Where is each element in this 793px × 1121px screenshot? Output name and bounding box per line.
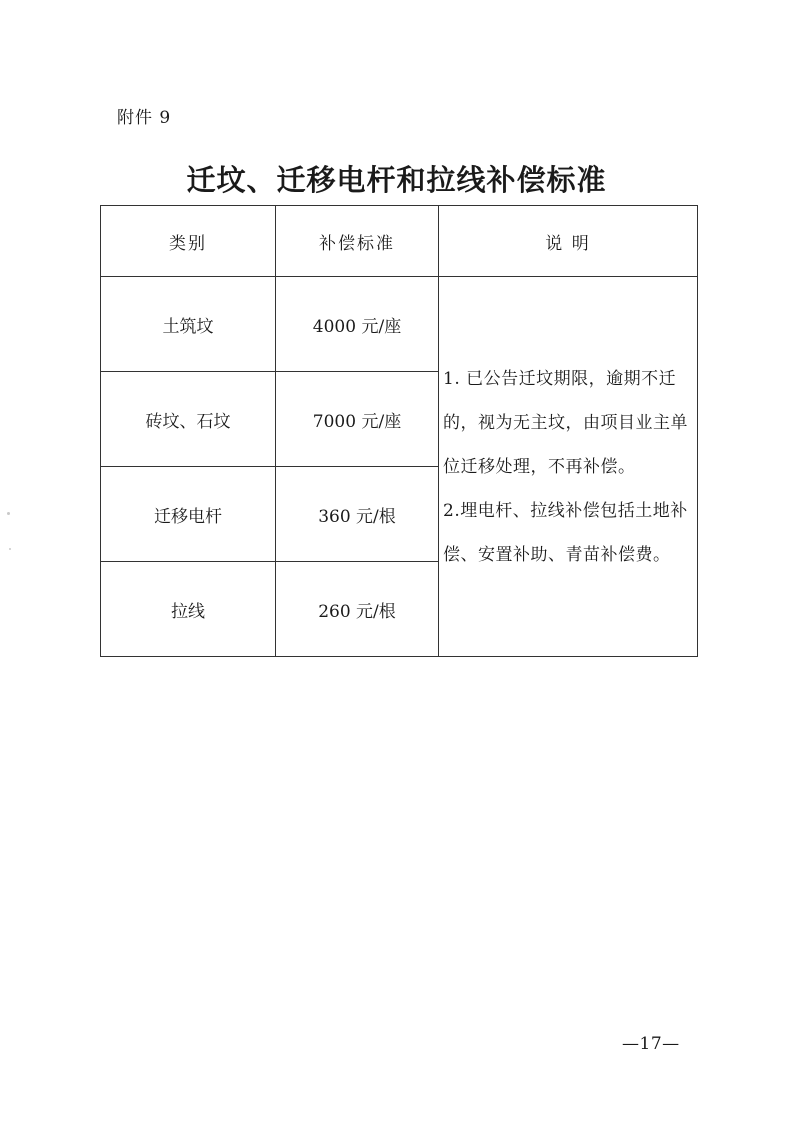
compensation-table: [100, 205, 698, 657]
page-number: —17—: [622, 1034, 680, 1054]
header-category: 类别: [101, 206, 276, 277]
table-row: [101, 277, 698, 372]
header-notes: 说 明: [439, 206, 698, 277]
note-line: 位迁移处理，不再补偿。: [443, 456, 636, 477]
table-header-row: [101, 206, 698, 277]
row-category: 拉线: [101, 562, 276, 657]
row-standard: 360 元/根: [276, 467, 439, 562]
scan-speck: [7, 512, 10, 515]
row-standard: 4000 元/座: [276, 277, 439, 372]
note-line: 偿、安置补助、青苗补偿费。: [443, 544, 671, 565]
notes-cell: [439, 277, 698, 657]
row-category: 土筑坟: [101, 277, 276, 372]
row-standard: 260 元/根: [276, 562, 439, 657]
header-standard: 补偿标准: [276, 206, 439, 277]
note-line: 1. 已公告迁坟期限，逾期不迁: [443, 368, 677, 389]
note-line: 的，视为无主坟，由项目业主单: [443, 412, 688, 433]
scan-speck: [9, 548, 11, 550]
row-category: 砖坟、石坟: [101, 372, 276, 467]
document-title: 迁坟、迁移电杆和拉线补偿标准: [186, 163, 607, 197]
note-line: 2.埋电杆、拉线补偿包括土地补: [443, 500, 688, 521]
annex-label: 附件 9: [117, 108, 172, 128]
row-standard: 7000 元/座: [276, 372, 439, 467]
row-category: 迁移电杆: [101, 467, 276, 562]
